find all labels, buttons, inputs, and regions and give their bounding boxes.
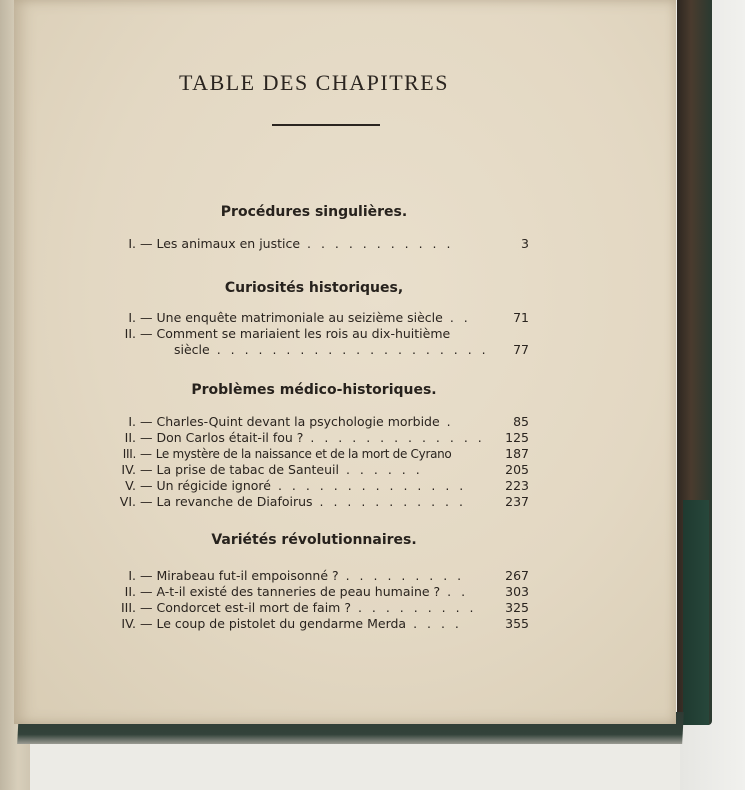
toc-entry: V. — Un régicide ignoré . . . . . . . . . . . . . . [125, 478, 467, 493]
page-title: TABLE DES CHAPITRES [179, 70, 449, 95]
toc-entry: III. — Le mystère de la naissance et de la mort de Cyrano [122, 447, 452, 461]
toc-entry-continuation: siècle . . . . . . . . . . . . . . . . . . . . [174, 342, 489, 357]
page-number: 325 [505, 600, 529, 615]
toc-entry: II. — A-t-il existé des tanneries de peau humaine ? . . [124, 584, 469, 599]
page-number: 223 [505, 478, 529, 493]
page-number: 205 [505, 462, 529, 477]
page-number: 3 [521, 236, 529, 251]
toc-entry: III. — Condorcet est-il mort de faim ? . . . . . . . . . [120, 600, 477, 615]
toc-entry: I. — Les animaux en justice . . . . . . . . . . . [128, 236, 454, 251]
toc-entry: II. — Comment se mariaient les rois au dix-huitième [124, 326, 451, 341]
page-number: 85 [513, 414, 529, 429]
page-number: 267 [505, 568, 529, 583]
toc-entry: I. — Charles-Quint devant la psychologie morbide . [128, 414, 454, 429]
toc-entry: II. — Don Carlos était-il fou ? . . . . . . . . . . . . . [124, 430, 485, 445]
section-heading: Curiosités historiques, [224, 280, 404, 296]
section-heading: Procédures singulières. [220, 204, 408, 220]
page-number: 355 [505, 616, 529, 631]
page-number: 77 [513, 342, 529, 357]
book-cover-edge [683, 500, 709, 725]
page-number: 71 [513, 310, 529, 325]
toc-entry: I. — Une enquête matrimoniale au seizième siècle . . [128, 310, 471, 325]
page-number: 125 [505, 430, 529, 445]
page-number: 187 [505, 446, 529, 461]
toc-entry: IV. — Le coup de pistolet du gendarme Merda . . . . [121, 616, 462, 631]
section-heading: Problèmes médico-historiques. [191, 382, 437, 398]
section-heading: Variétés révolutionnaires. [211, 532, 417, 548]
page-number: 303 [505, 584, 529, 599]
toc-entry: VI. — La revanche de Diafoirus . . . . . . . . . . . [119, 494, 466, 509]
toc-entry: IV. — La prise de tabac de Santeuil . . . . . . [121, 462, 423, 477]
title-rule [272, 124, 380, 126]
page-number: 237 [505, 494, 529, 509]
toc-entry: I. — Mirabeau fut-il empoisonné ? . . . . . . . . . [128, 568, 465, 583]
book-page [14, 0, 676, 724]
